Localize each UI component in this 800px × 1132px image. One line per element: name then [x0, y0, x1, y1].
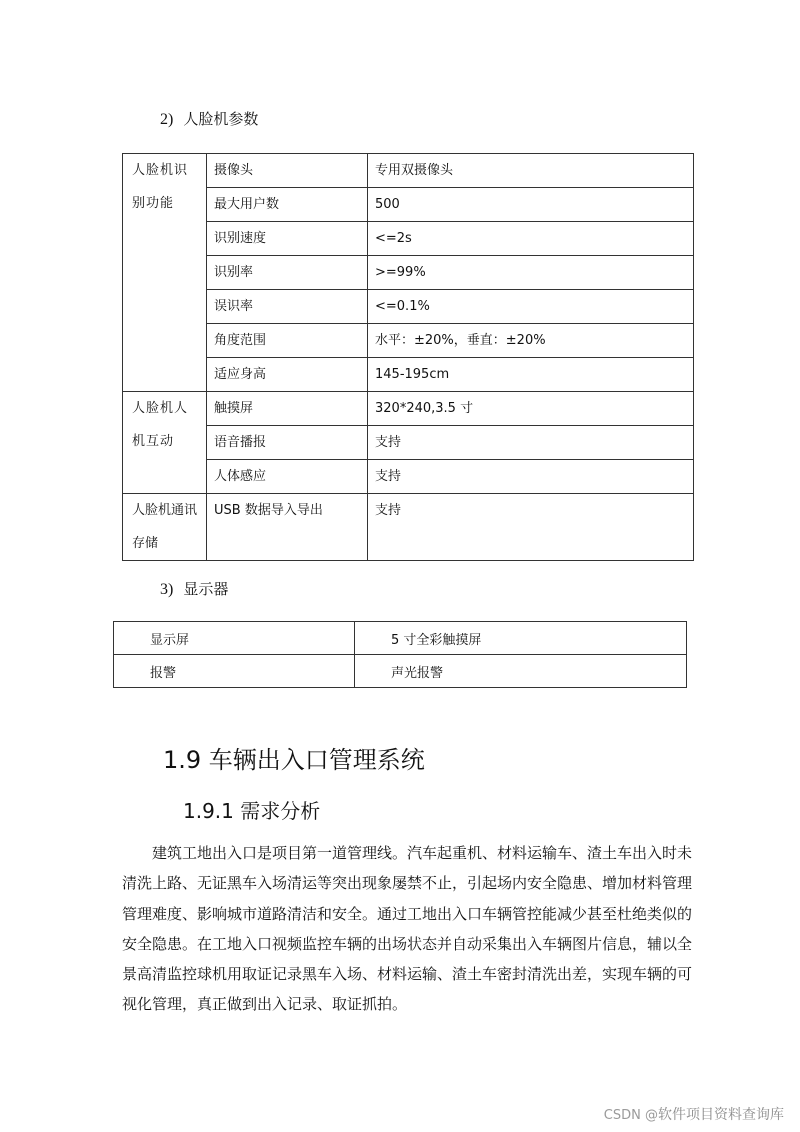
- watermark-name: 软件项目资料查询库: [658, 1107, 784, 1123]
- param-value: <=0.1%: [368, 290, 694, 324]
- face-params-heading: [160, 108, 258, 129]
- param-value: 水平：±20%，垂直：±20%: [368, 324, 694, 358]
- param-name: 识别率: [207, 256, 368, 290]
- table-row: [114, 622, 687, 655]
- param-value: 500: [368, 188, 694, 222]
- table-row: [114, 655, 687, 688]
- table-row: [123, 392, 694, 426]
- display-item: 报警: [114, 655, 355, 688]
- param-name: 识别速度: [207, 222, 368, 256]
- param-value: 支持: [368, 494, 694, 561]
- display-heading: [160, 578, 228, 599]
- table-row: [123, 290, 694, 324]
- table-row: [123, 426, 694, 460]
- display-value: 5 寸全彩触摸屏: [355, 622, 687, 655]
- display-heading-number: 3): [160, 581, 174, 598]
- param-value: <=2s: [368, 222, 694, 256]
- display-heading-text: 显示器: [183, 580, 229, 598]
- group-cell-recognition: 人脸机识别功能: [123, 154, 207, 392]
- param-name: 角度范围: [207, 324, 368, 358]
- table-row: [123, 188, 694, 222]
- watermark: [604, 1104, 784, 1124]
- param-value: 支持: [368, 460, 694, 494]
- watermark-prefix: CSDN @: [603, 1108, 658, 1123]
- table-row: [123, 358, 694, 392]
- param-name: 语音播报: [207, 426, 368, 460]
- param-name: 误识率: [207, 290, 368, 324]
- section-title: 1.9 车辆出入口管理系统: [163, 746, 425, 774]
- group-cell-interaction: 人脸机人机互动: [123, 392, 207, 494]
- param-name: 适应身高: [207, 358, 368, 392]
- table-row: [123, 460, 694, 494]
- subsection-title: 1.9.1 需求分析: [183, 799, 321, 823]
- body-paragraph: 建筑工地出入口是项目第一道管理线。汽车起重机、材料运输车、渣土车出入时未清洗上路、无证黑车入场清运等突出现象屡禁不止，引起场内安全隐患、增加材料管理管理难度、影响城市道路清洁和安全。通过工地出入口车辆管控能减少甚至杜绝类似的安全隐患。在工地入口视频监控车辆的出场状态并自动采集出入车辆图片信息，辅以全景高清监控球机用取证记录黑车入场、材料运输、渣土车密封清洗出差，实现车辆的可视化管理，真正做到出入记录、取证抓拍。: [122, 844, 693, 1014]
- table-row: [123, 256, 694, 290]
- param-name: 人体感应: [207, 460, 368, 494]
- param-name: 最大用户数: [207, 188, 368, 222]
- table-row: [123, 324, 694, 358]
- group-cell-storage: 人脸机通讯存储: [123, 494, 207, 561]
- display-item: 显示屏: [114, 622, 355, 655]
- param-value: 145-195cm: [368, 358, 694, 392]
- face-params-heading-number: 2): [160, 111, 174, 128]
- face-params-heading-text: 人脸机参数: [183, 110, 259, 128]
- table-row: [123, 494, 694, 561]
- param-value: 专用双摄像头: [368, 154, 694, 188]
- param-name: USB 数据导入导出: [207, 494, 368, 561]
- param-name: 触摸屏: [207, 392, 368, 426]
- param-name: 摄像头: [207, 154, 368, 188]
- face-params-table: [122, 153, 694, 561]
- table-row: [123, 222, 694, 256]
- param-value: 支持: [368, 426, 694, 460]
- table-row: [123, 154, 694, 188]
- display-table: [113, 621, 687, 688]
- param-value: >=99%: [368, 256, 694, 290]
- display-value: 声光报警: [355, 655, 687, 688]
- param-value: 320*240,3.5 寸: [368, 392, 694, 426]
